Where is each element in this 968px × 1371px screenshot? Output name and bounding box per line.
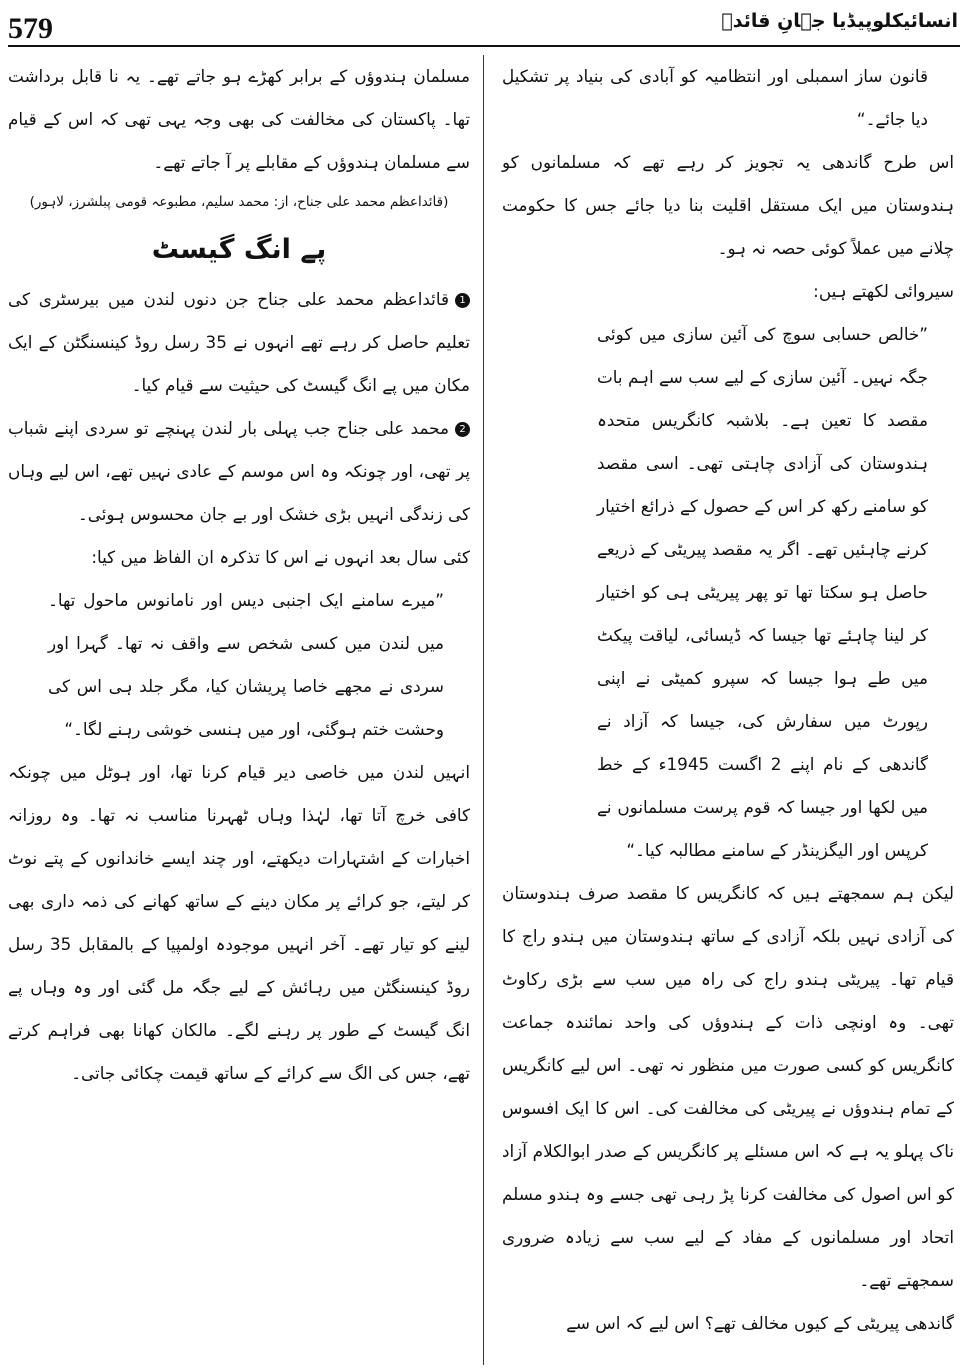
section-heading: پے انگ گیسٹ	[151, 234, 327, 265]
quote-continuation: قانون ساز اسمبلی اور انتظامیہ کو آبادی کی بنیاد پر تشکیل دیا جائے۔“	[502, 66, 928, 129]
running-title: انسائیکلوپیڈیا جہانِ قائدؒ	[721, 10, 958, 32]
bullet-marker: 1	[455, 293, 470, 308]
page-header	[0, 0, 968, 50]
page-number: 579	[8, 12, 53, 45]
bullet-text: قائداعظم محمد علی جناح جن دنوں لندن میں بیرسٹری کی تعلیم حاصل کر رہے تھے انہوں نے 35 رسل روڈ کینسنگٹن کے ایک مکان میں پے انگ گیسٹ کی حیثیت سے قیام کیا۔	[8, 289, 470, 395]
paragraph: لیکن ہم سمجھتے ہیں کہ کانگریس کا مقصد صرف ہندوستان کی آزادی نہیں بلکہ آزادی کے ساتھ ہندوستان میں ہندو راج کا قیام تھا۔ پیریٹی ہندو راج کی راہ میں سب سے بڑی رکاوٹ تھی۔ وہ اونچی ذات کے ہندوؤں کی واحد نمائندہ جماعت کانگریس کو کسی صورت میں منظور نہ تھی۔ اس لیے کانگریس کے تمام ہندوؤں نے پیریٹی کی مخالفت کی۔ اس کا ایک افسوس ناک پہلو یہ ہے کہ اس مسئلے پر کانگریس کے صدر ابوالکلام آزاد کو اس اصول کی مخالفت کرنا پڑ رہی تھی جسے وہ ہندو مسلم اتحاد اور مسلمانوں کے مفاد کے لیے سب سے زیادہ ضروری سمجھتے تھے۔	[502, 883, 954, 1290]
column-divider	[483, 55, 484, 1365]
paragraph: مسلمان ہندوؤں کے برابر کھڑے ہو جاتے تھے۔ یہ نا قابل برداشت تھا۔ پاکستان کی مخالفت کی بھی وجہ یہی تھی کہ اس کے قیام سے مسلمان ہندوؤں کے مقابلے پر آ جاتے تھے۔	[8, 66, 470, 172]
bullet-marker: 2	[455, 422, 470, 437]
bullet-text: محمد علی جناح جب پہلی بار لندن پہنچے تو سردی اپنے شباب پر تھی، اور چونکہ وہ اس موسم کے عادی نہیں تھے، اس لیے وہاں کی زندگی انہیں بڑی خشک اور بے جان محسوس ہوئی۔	[8, 418, 470, 524]
paragraph: انہیں لندن میں خاصی دیر قیام کرنا تھا، اور ہوٹل میں چونکہ کافی خرچ آتا تھا، لہٰذا وہاں ٹھہرنا مناسب نہ تھا۔ وہ روزانہ اخبارات کے اشتہارات دیکھتے، اور چند ایسے خاندانوں کے پتے نوٹ کر لیتے، جو کرائے پر مکان دینے کے ساتھ کھانے کی ذمہ داری بھی لینے کو تیار تھے۔ آخر انہیں موجودہ اولمپیا کے بالمقابل 35 رسل روڈ کینسنگٹن میں رہائش کے لیے جگہ مل گئی اور وہ وہاں پے انگ گیسٹ کے طور پر رہنے لگے۔ مالکان کھانا بھی فراہم کرتے تھے، جس کی الگ سے کرائے کے ساتھ قیمت چکائی جاتی۔	[8, 762, 470, 1083]
paragraph: گاندھی پیریٹی کے کیوں مخالف تھے؟ اس لیے کہ اس سے	[566, 1313, 954, 1333]
right-column	[502, 55, 954, 1345]
left-column	[8, 55, 470, 1095]
paragraph: اس طرح گاندھی یہ تجویز کر رہے تھے کہ مسلمانوں کو ہندوستان میں ایک مستقل اقلیت بنا دیا جائے جس کا حکومت چلانے میں عملاً کوئی حصہ نہ ہو۔	[502, 152, 954, 258]
paragraph-intro: کئی سال بعد انہوں نے اس کا تذکرہ ان الفاظ میں کیا:	[91, 547, 470, 567]
bullet-paragraph-1	[8, 278, 470, 407]
paragraph-intro: سیروائی لکھتے ہیں:	[813, 281, 954, 301]
block-quote: ”میرے سامنے ایک اجنبی دیس اور نامانوس ماحول تھا۔ میں لندن میں کسی شخص سے واقف نہ تھا۔ گہرا اور سردی نے مجھے خاصا پریشان کیا، مگر جلد ہی اس کی وحشت ختم ہوگئی، اور میں ہنسی خوشی رہنے لگا۔“	[48, 590, 444, 739]
citation: (قائداعظم محمد علی جناح، از: محمد سلیم، مطبوعہ قومی پبلشرز، لاہور)	[29, 194, 449, 210]
bullet-paragraph-2	[8, 407, 470, 536]
header-rule	[8, 45, 960, 47]
block-quote: ”خالص حسابی سوچ کی آئین سازی میں کوئی جگہ نہیں۔ آئین سازی کے لیے سب سے اہم بات مقصد کا تعین ہے۔ بلاشبہ کانگریس متحدہ ہندوستان کی آزادی چاہتی تھی۔ اسی مقصد کو سامنے رکھ کر اس کے حصول کے ذرائع اختیار کرنے چاہئیں تھے۔ اگر یہ مقصد پیریٹی کے ذریعے حاصل ہو سکتا تھا تو پھر پیریٹی ہی کو اختیار کر لینا چاہئے تھا جیسا کہ ڈیسائی، لیاقت پیکٹ میں طے ہوا جیسا کہ سپرو کمیٹی نے اپنی رپورٹ میں سفارش کی، جیسا کہ آزاد نے گاندھی کے نام اپنے 2 اگست 1945ء کے خط میں لکھا اور جیسا کہ قوم پرست مسلمانوں نے کرپس اور الیگزینڈر کے سامنے مطالبہ کیا۔“	[597, 324, 929, 860]
